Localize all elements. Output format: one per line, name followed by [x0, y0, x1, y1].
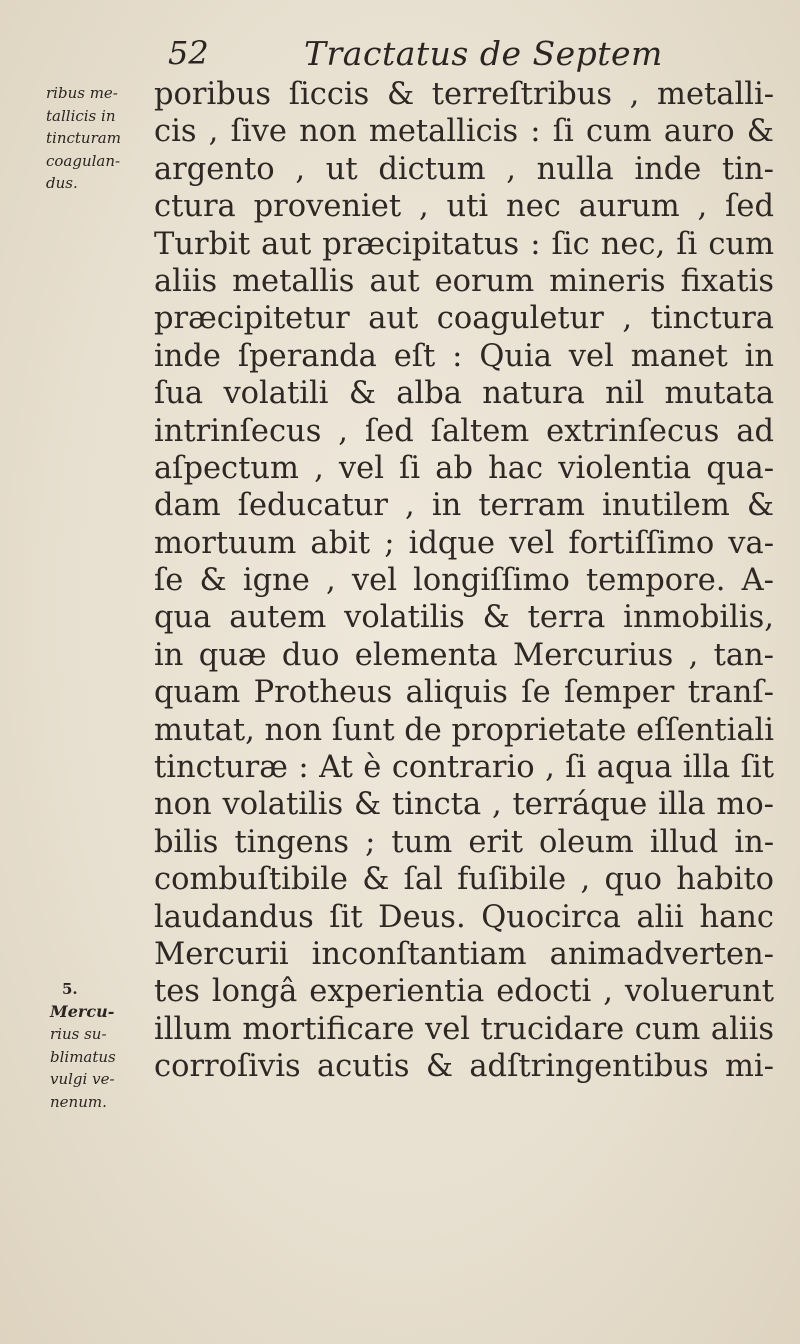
- margin-note-line: rius su-: [50, 1025, 107, 1044]
- running-title: Tractatus de Septem: [304, 34, 663, 73]
- text-line: qua autem volatilis & terra inmobilis,: [154, 600, 775, 636]
- text-line: ſe & igne , vel longiſſimo tempore. A-: [154, 563, 774, 599]
- margin-note-line: coagulan-: [46, 151, 121, 170]
- text-line: præcipitetur aut coaguletur , tinctura: [154, 301, 774, 337]
- text-line: tes longâ experientia edocti , voluerunt: [154, 974, 774, 1010]
- margin-note-line: dus.: [46, 174, 78, 193]
- page-header: [0, 30, 800, 76]
- page-number: 52: [168, 34, 209, 72]
- text-line: corroſivis acutis & adſtringentibus mi-: [154, 1049, 774, 1085]
- text-line: mutat, non ſunt de proprietate eſſentiali: [154, 712, 775, 748]
- text-line: Turbit aut præcipitatus : ſic nec, ſi cum: [154, 226, 775, 262]
- margin-note-section-5: [50, 978, 116, 1114]
- text-line: tincturæ : At è contrario , ſi aqua illa ſit: [154, 750, 774, 786]
- body-text: [154, 76, 774, 1086]
- text-line: cis , ſive non metallicis : ſi cum auro &: [154, 114, 774, 150]
- text-line: ctura proveniet , uti nec aurum , ſed: [154, 189, 774, 225]
- text-line: aſpectum , vel ſi ab hac violentia qua-: [154, 450, 775, 486]
- margin-note-line: tallicis in: [46, 106, 116, 125]
- text-line: combuſtibile & ſal fuſibile , quo habito: [154, 862, 775, 898]
- text-line: quam Protheus aliquis ſe ſemper tranſ-: [154, 675, 774, 711]
- margin-note-line: ribus me-: [46, 84, 118, 102]
- text-line: dam ſeducatur , in terram inutilem &: [154, 488, 774, 524]
- margin-note-line: tincturam: [46, 129, 121, 148]
- margin-note-line: vulgi ve-: [50, 1070, 115, 1089]
- text-line: poribus ſiccis & terreſtribus , metalli-: [154, 77, 775, 112]
- section-number: 5.: [62, 980, 78, 998]
- text-line: argento , ut dictum , nulla inde tin-: [154, 151, 774, 187]
- margin-note-line: nenum.: [50, 1092, 107, 1111]
- text-line: intrinſecus , ſed ſaltem extrinſecus ad: [154, 413, 774, 449]
- text-line: inde ſperanda eſt : Quia vel manet in: [154, 338, 775, 374]
- text-line: Mercurii inconſtantiam animadverten-: [154, 936, 774, 972]
- text-line: in quæ duo elementa Mercurius , tan-: [154, 637, 774, 673]
- margin-note-line: blimatus: [50, 1047, 116, 1066]
- text-line: bilis tingens ; tum erit oleum illud in-: [154, 824, 775, 860]
- margin-note-line: Mercu-: [50, 1001, 115, 1021]
- text-line: ſua volatili & alba natura nil mutata: [154, 376, 775, 412]
- text-line: non volatilis & tincta , terráque illa mo-: [154, 787, 774, 823]
- text-line: mortuum abit ; idque vel fortiſſimo va-: [154, 525, 775, 561]
- text-line: laudandus ſit Deus. Quocirca alii hanc: [154, 899, 775, 935]
- text-line: illum mortificare vel trucidare cum aliis: [154, 1011, 775, 1047]
- margin-note: [46, 82, 121, 195]
- text-line: aliis metallis aut eorum mineris fixatis: [154, 263, 774, 299]
